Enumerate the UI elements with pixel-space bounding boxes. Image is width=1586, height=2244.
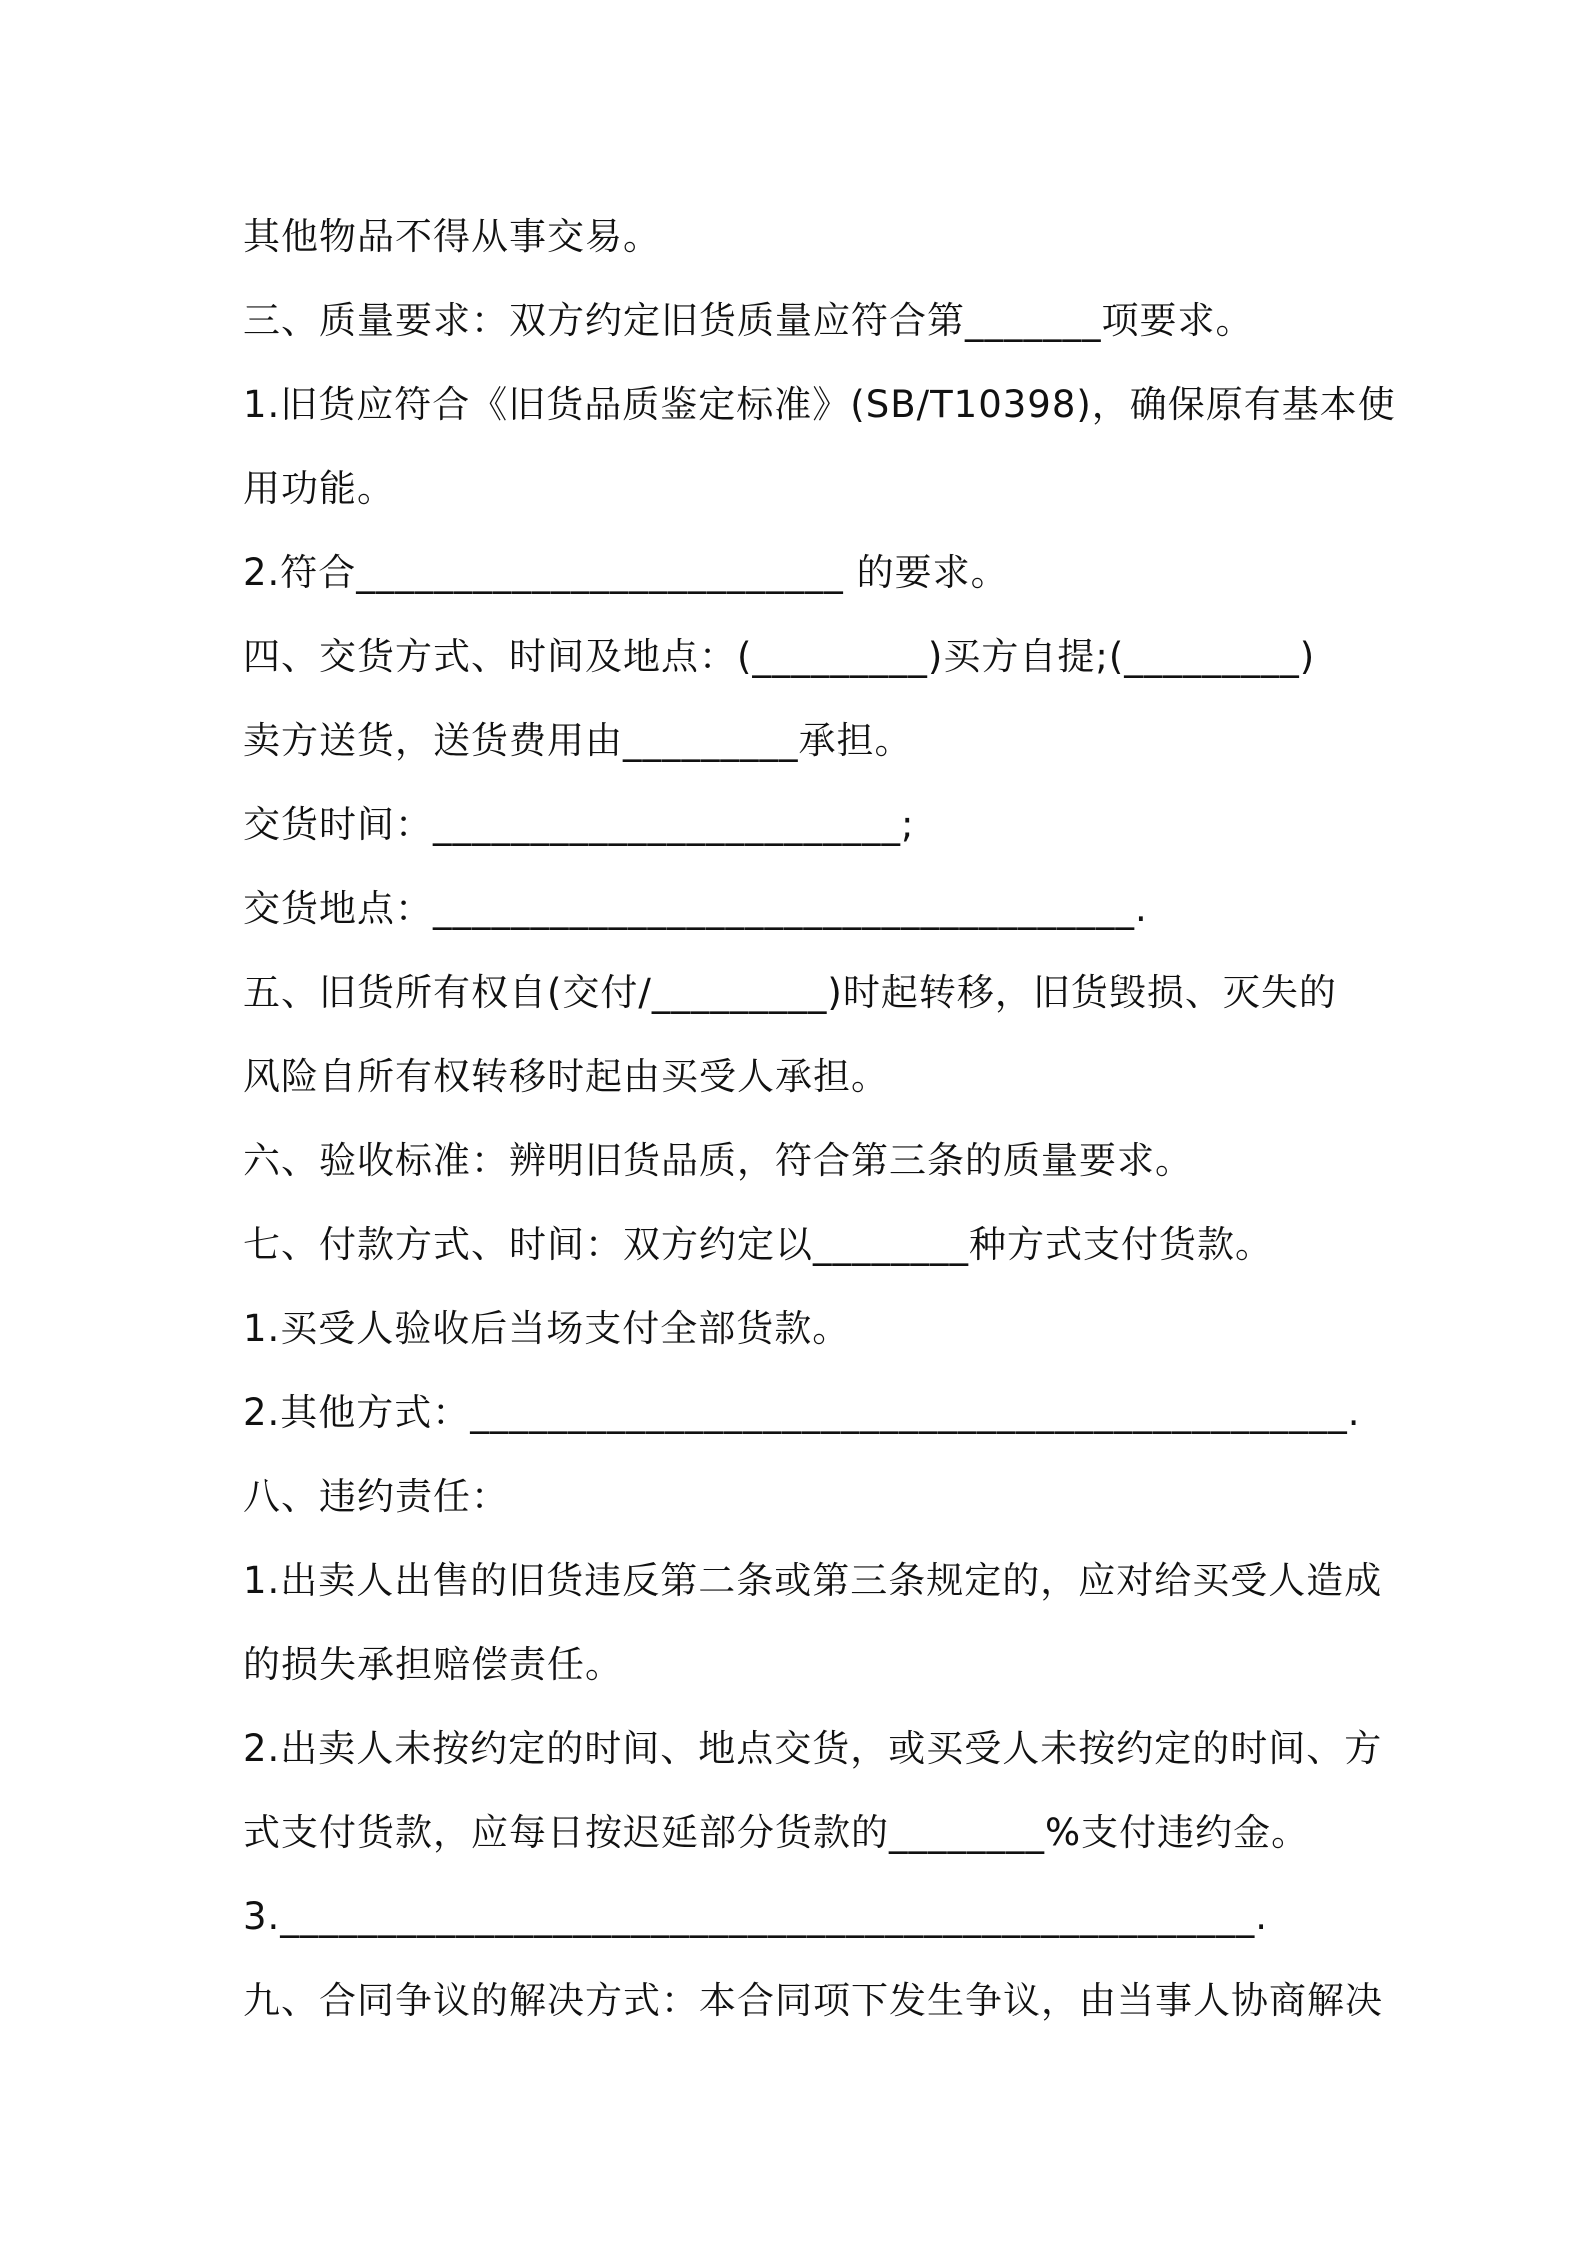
section-heading-payment: 七、付款方式、时间：双方约定以________种方式支付货款。 <box>243 1223 1273 1266</box>
section-heading-dispute: 九、合同争议的解决方式：本合同项下发生争议，由当事人协商解决 <box>243 1979 1383 2022</box>
text-line: 2.符合_________________________ 的要求。 <box>243 551 1009 594</box>
text-line: 式支付货款，应每日按迟延部分货款的________%支付违约金。 <box>243 1811 1310 1854</box>
text-line: 2.其他方式：_____________________________________________. <box>243 1391 1361 1434</box>
text-line: 1.出卖人出售的旧货违反第二条或第三条规定的，应对给买受人造成 <box>243 1559 1383 1602</box>
text-line: 的损失承担赔偿责任。 <box>243 1643 623 1686</box>
text-line: 交货地点：____________________________________. <box>243 887 1148 930</box>
section-heading-acceptance: 六、验收标准：辨明旧货品质，符合第三条的质量要求。 <box>243 1139 1193 1182</box>
text-line: 1.旧货应符合《旧货品质鉴定标准》(SB/T10398)，确保原有基本使 <box>243 383 1396 426</box>
text-line: 2.出卖人未按约定的时间、地点交货，或买受人未按约定的时间、方 <box>243 1727 1383 1770</box>
text-line: 其他物品不得从事交易。 <box>243 215 661 258</box>
section-heading-quality: 三、质量要求：双方约定旧货质量应符合第_______项要求。 <box>243 299 1254 342</box>
section-heading-delivery: 四、交货方式、时间及地点：(_________)买方自提;(_________) <box>243 635 1316 678</box>
text-line: 交货时间：________________________; <box>243 803 915 846</box>
text-line: 1.买受人验收后当场支付全部货款。 <box>243 1307 851 1350</box>
contract-text <box>243 195 1396 2043</box>
section-heading-liability: 八、违约责任： <box>243 1475 509 1518</box>
text-line: 风险自所有权转移时起由买受人承担。 <box>243 1055 889 1098</box>
text-line: 3.__________________________________________________. <box>243 1895 1269 1938</box>
text-line: 卖方送货，送货费用由_________承担。 <box>243 719 913 762</box>
text-line: 用功能。 <box>243 467 395 510</box>
section-heading-ownership: 五、旧货所有权自(交付/_________)时起转移，旧货毁损、灭失的 <box>243 971 1337 1014</box>
